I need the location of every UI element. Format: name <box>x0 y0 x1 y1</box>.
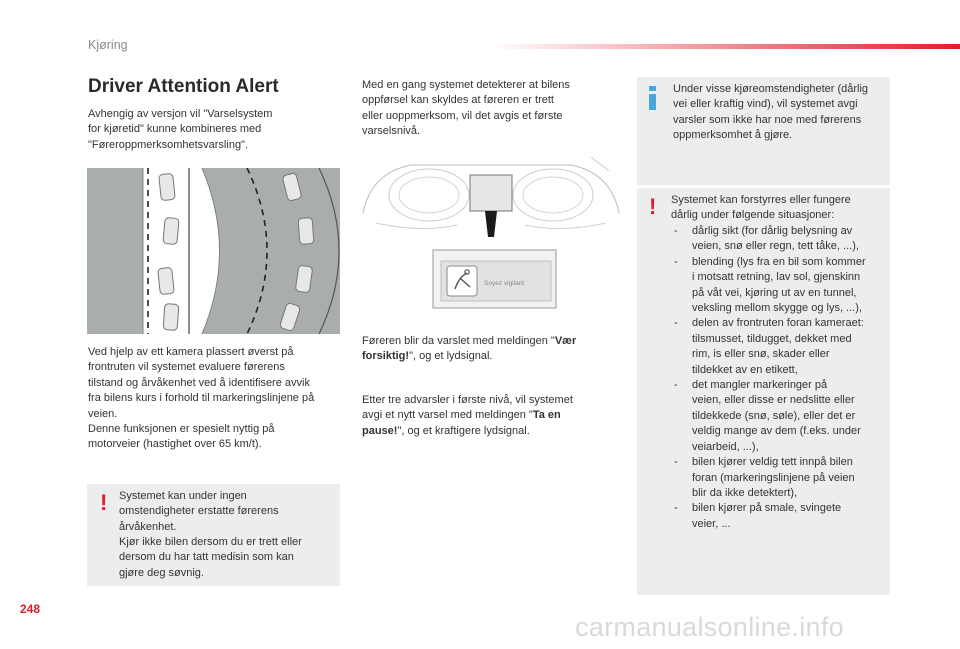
disturbance-list <box>671 224 887 532</box>
middle-p3-before: Etter tre advarsler i første nivå, vil systemet avgi et nytt varsel med meldingen " <box>362 394 573 422</box>
warning-box-left <box>87 484 340 586</box>
middle-paragraph-3 <box>362 393 624 439</box>
disturbance-box <box>637 188 890 595</box>
page-number: 248 <box>20 602 41 616</box>
warning-left-text-1: Systemet kan under ingen omstendigheter erstatte førerens årvåkenhet. <box>119 490 279 533</box>
list-item: - blending (lys fra en bil som kommer i motsatt retning, lav sol, gjenskinn på våt vei, kjøring ut av en tunnel, veksling mellom skygge og lys, ...), <box>671 255 887 317</box>
header-rule <box>490 44 960 49</box>
middle-p2-bold-2: forsiktig! <box>362 350 410 363</box>
warning-left-text-2: Kjør ikke bilen dersom du er trett eller dersom du har tatt medisin som kan gjøre deg søvnig. <box>119 536 302 579</box>
middle-p2-bold-1: Vær <box>554 335 577 347</box>
info-box-text: Under visse kjøreomstendigheter (dårlig vei eller kraftig vind), vil systemet avgi varsler som ikke har noe med førerens oppmerksomhet å gjøre. <box>673 83 869 142</box>
watermark: carmanualsonline.info <box>575 612 844 642</box>
list-item: - dårlig sikt (for dårlig belysning av veien, snø eller regn, tett tåke, ...), <box>671 224 887 255</box>
warning-icon-right: ! <box>649 194 657 219</box>
dashboard-message: Soyez vigilant <box>484 280 525 287</box>
info-box <box>637 77 890 185</box>
middle-p3-after: ", og et kraftigere lydsignal. <box>397 424 530 437</box>
section-label: Kjøring <box>88 38 128 52</box>
list-item: - bilen kjører veldig tett innpå bilen foran (markeringslinjene på veien blir da ikke detektert), <box>671 455 887 501</box>
list-item: - det mangler markeringer på veien, eller disse er nedslitte eller tildekkede (snø, søle), eller det er veldig mange av dem (f.eks. under veiarbeid, ...), <box>671 378 887 455</box>
middle-p3-bold-1: Ta en <box>532 409 561 422</box>
camera-paragraph-1: Ved hjelp av ett kamera plassert øverst på frontruten vil systemet evaluere førerens tilstand og årvåkenhet ved å identifisere avvik fra bilens kurs i forhold til markeringslinjene på veien. <box>88 346 315 420</box>
intro-text: Avhengig av versjon vil "Varselsystem for kjøretid" kunne kombineres med "Føreroppmerksomhetsvarsling". <box>88 108 273 151</box>
lane-drift-illustration <box>87 168 340 334</box>
middle-paragraph-1: Med en gang systemet detekterer at bilens oppførsel kan skyldes at føreren er trett eller uoppmerksom, vil det avgis et første varselsnivå. <box>362 79 570 138</box>
disturbance-intro: Systemet kan forstyrres eller fungere dårlig under følgende situasjoner: <box>671 194 851 222</box>
camera-paragraph-2: Denne funksjonen er spesielt nyttig på motorveier (hastighet over 65 km/t). <box>88 423 275 451</box>
middle-p3-bold-2: pause! <box>362 424 398 437</box>
page-title: Driver Attention Alert <box>88 76 279 97</box>
warning-icon: ! <box>100 490 108 515</box>
middle-paragraph-2 <box>362 334 624 365</box>
middle-p2-after: ", og et lydsignal. <box>409 350 493 363</box>
middle-p2-before: Føreren blir da varslet med meldingen " <box>362 335 555 347</box>
dashboard-illustration <box>361 153 621 319</box>
list-item: - bilen kjører på smale, svingete veier, ... <box>671 501 887 532</box>
list-item: - delen av frontruten foran kameraet: tilsmusset, tildugget, dekket med rim, is eller snø, skader eller tildekket av en etikett, <box>671 316 887 378</box>
